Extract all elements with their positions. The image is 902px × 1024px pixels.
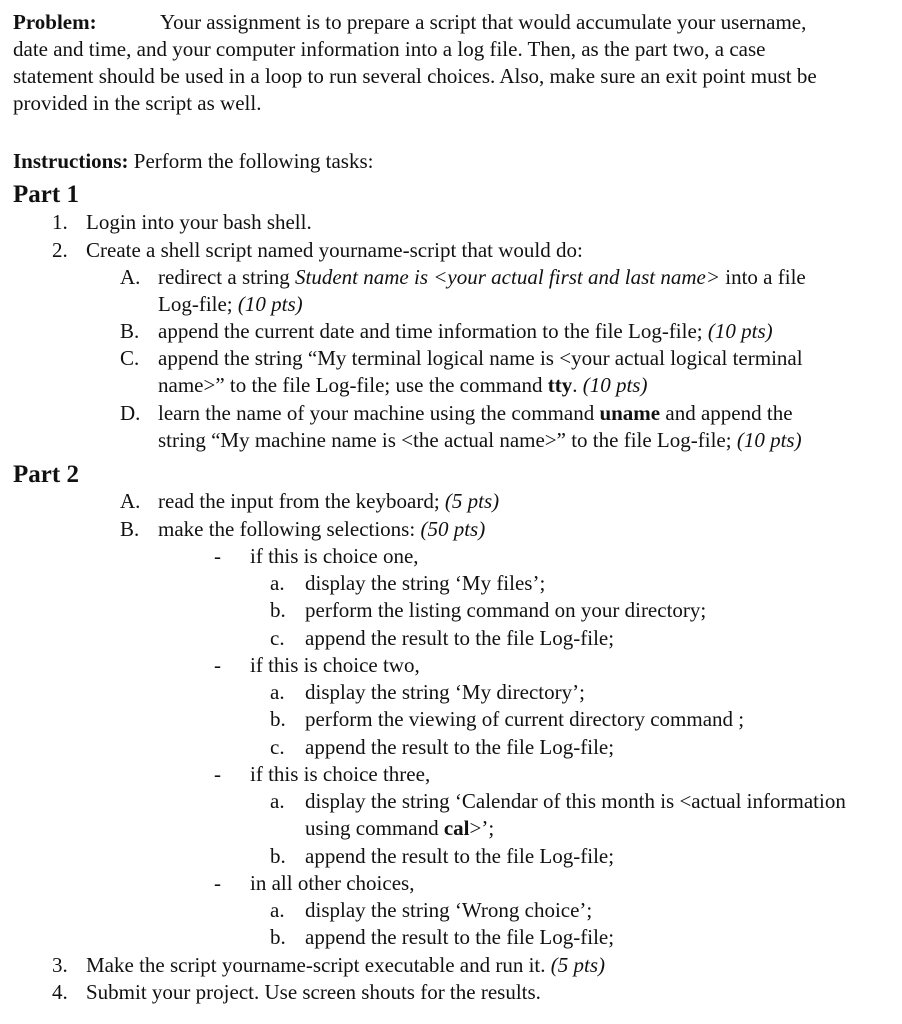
choice1-label: if this is choice one, [250,544,419,568]
part1-b-line: append the current date and time information to the file Log-file; (10 pts) [158,319,773,343]
choice4-a-letter: a. [270,898,285,922]
part1-a-line1: redirect a string Student name is <your actual first and last name> into a file [158,265,806,289]
problem-line-2: date and time, and your computer information into a log file. Then, as the part two, a case [13,37,766,61]
problem-label: Problem: [13,10,97,34]
points-label: (5 pts) [444,489,500,513]
choice3-label: if this is choice three, [250,762,431,786]
part1-b-letter: B. [120,319,140,343]
instructions-text: Perform the following tasks: [128,149,374,173]
choice2-label: if this is choice two, [250,653,420,677]
choice1-a-text: display the string ‘My files’; [305,571,546,595]
points-label: (10 pts) [736,428,802,452]
points-label: (10 pts) [707,319,773,343]
step2-number: 2. [52,238,68,262]
points-label: (10 pts) [582,373,648,397]
choice4-bullet: - [214,871,221,895]
part2-b-line: make the following selections: (50 pts) [158,517,486,541]
choice3-a-line2: using command cal>’; [305,816,495,840]
part2-a-letter: A. [120,489,141,513]
choice1-c-text: append the result to the file Log-file; [305,626,615,650]
choice3-a-letter: a. [270,789,285,813]
choice3-bullet: - [214,762,221,786]
step1-text: Login into your bash shell. [86,210,312,234]
choice1-a-letter: a. [270,571,285,595]
choice1-bullet: - [214,544,221,568]
part1-c-letter: C. [120,346,140,370]
choice3-b-text: append the result to the file Log-file; [305,844,615,868]
choice1-b-text: perform the listing command on your directory; [305,598,707,622]
problem-line-1: Your assignment is to prepare a script that would accumulate your username, [160,10,807,34]
command-tty: tty [547,373,573,397]
part2-heading: Part 2 [13,461,79,488]
choice3-b-letter: b. [270,844,286,868]
problem-line-4: provided in the script as well. [13,91,262,115]
step1-number: 1. [52,210,68,234]
choice2-c-letter: c. [270,735,285,759]
choice1-c-letter: c. [270,626,285,650]
command-cal: cal [443,816,470,840]
choice4-b-text: append the result to the file Log-file; [305,925,615,949]
instructions-line [13,151,373,172]
choice2-bullet: - [214,653,221,677]
choice2-c-text: append the result to the file Log-file; [305,735,615,759]
part2-b-letter: B. [120,517,140,541]
step4-number: 4. [52,980,68,1004]
choice2-b-letter: b. [270,707,286,731]
choice2-b-text: perform the viewing of current directory command ; [305,707,745,731]
instructions-label: Instructions: [13,149,129,173]
command-uname: uname [599,401,661,425]
part1-c-line2: name>” to the file Log-file; use the command tty. (10 pts) [158,373,648,397]
step4-text: Submit your project. Use screen shouts for the results. [86,980,541,1004]
step2-text: Create a shell script named yourname-script that would do: [86,238,583,262]
part2-a-line: read the input from the keyboard; (5 pts) [158,489,500,513]
points-label: (10 pts) [237,292,303,316]
step3-line: Make the script yourname-script executable and run it. (5 pts) [86,953,605,977]
part1-d-line1: learn the name of your machine using the command uname and append the [158,401,793,425]
part1-heading: Part 1 [13,181,79,208]
choice4-a-text: display the string ‘Wrong choice’; [305,898,593,922]
part1-a-line2: Log-file; (10 pts) [158,292,303,316]
problem-line-3: statement should be used in a loop to run several choices. Also, make sure an exit point must be [13,64,817,88]
choice2-a-text: display the string ‘My directory’; [305,680,585,704]
choice1-b-letter: b. [270,598,286,622]
points-label: (5 pts) [550,953,605,977]
part1-a-letter: A. [120,265,141,289]
step3-number: 3. [52,953,68,977]
choice4-label: in all other choices, [250,871,415,895]
points-label: (50 pts) [420,517,486,541]
choice2-a-letter: a. [270,680,285,704]
choice4-b-letter: b. [270,925,286,949]
choice3-a-line1: display the string ‘Calendar of this month is <actual information [305,789,846,813]
part1-d-line2: string “My machine name is <the actual name>” to the file Log-file; (10 pts) [158,428,802,452]
part1-c-line1: append the string “My terminal logical name is <your actual logical terminal [158,346,803,370]
part1-d-letter: D. [120,401,141,425]
